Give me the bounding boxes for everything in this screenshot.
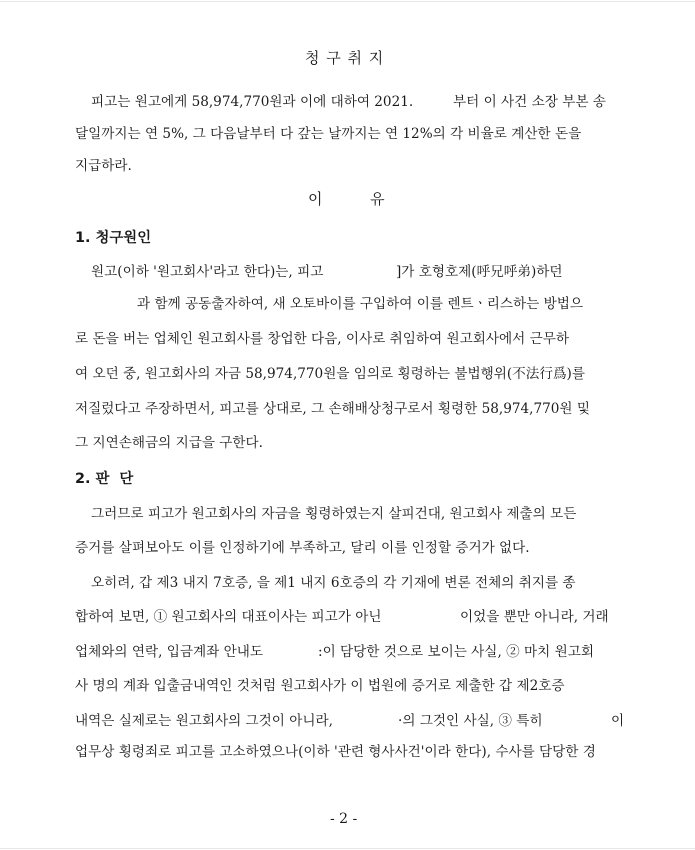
section2-line-4a: 합하여 보면, ① 원고회사의 대표이사는 피고가 아닌	[75, 609, 382, 625]
section1-heading: 1. 청구원인	[75, 230, 152, 246]
section1-line-4: 여 오던 중, 원고회사의 자금 58,974,770원을 임의로 횡령하는 불법행위(不法行爲)를	[75, 366, 585, 382]
claim-line-2: 달일까지는 연 5%, 그 다음날부터 다 갚는 날까지는 연 12%의 각 비율로 계산한 돈을	[75, 126, 582, 142]
section1-line-5: 저질렀다고 주장하면서, 피고를 상대로, 그 손해배상청구로서 횡령한 58,974,770원 및	[75, 401, 590, 417]
page-number: - 2 -	[330, 811, 358, 827]
section2-line-7a: 내역은 실제로는 원고회사의 그것이 아니라,	[75, 713, 333, 729]
section1-line-6: 그 지연손해금의 지급을 구한다.	[75, 435, 263, 451]
section2-line-8: 업무상 횡령죄로 피고를 고소하였으나(이하 '관련 형사사건'이라 한다), 수사를 담당한 경	[75, 744, 596, 760]
claim-title: 청 구 취 지	[305, 49, 385, 67]
reason-title: 이 유	[308, 190, 385, 208]
section1-line-1b: ]가 호형호제(呼兄呼弟)하던	[396, 264, 563, 280]
claim-line-1a: 피고는 원고에게 58,974,770원과 이에 대하여 2021.	[91, 94, 414, 110]
section1-line-2: 과 함께 공동출자하여, 새 오토바이를 구입하여 이를 렌트ㆍ리스하는 방법으	[137, 296, 583, 312]
section2-line-5b: :이 담당한 것으로 보이는 사실, ② 마치 원고회	[318, 644, 594, 660]
top-border-line	[0, 1, 695, 2]
section1-line-1a: 원고(이하 '원고회사'라고 한다)는, 피고	[91, 264, 324, 280]
section2-heading: 2. 판 단	[75, 471, 134, 487]
section2-line-1: 그러므로 피고가 원고회사의 자금을 횡령하였는지 살피건대, 원고회사 제출의 모든	[91, 506, 577, 522]
section2-line-3: 오히려, 갑 제3 내지 7호증, 을 제1 내지 6호증의 각 기재에 변론 전체의 취지를 종	[91, 575, 576, 591]
section2-line-6: 사 명의 계좌 입출금내역인 것처럼 원고회사가 이 법원에 증거로 제출한 갑 제2호증	[75, 678, 565, 694]
section2-line-7b: ·의 그것인 사실, ③ 특히	[398, 713, 543, 729]
section1-line-3: 로 돈을 버는 업체인 원고회사를 창업한 다음, 이사로 취임하여 원고회사에서 근무하	[75, 331, 570, 347]
bottom-border-line	[0, 848, 695, 849]
section2-line-4b: 이었을 뿐만 아니라, 거래	[460, 609, 609, 625]
section2-line-7c: 이	[611, 713, 625, 729]
claim-line-1b: 부터 이 사건 소장 부본 송	[453, 94, 606, 110]
claim-line-3: 지급하라.	[75, 158, 132, 174]
section2-line-2: 증거를 살펴보아도 이를 인정하기에 부족하고, 달리 이를 인정할 증거가 없다.	[75, 540, 530, 556]
section2-line-5a: 업체와의 연락, 입금계좌 안내도	[75, 644, 263, 660]
